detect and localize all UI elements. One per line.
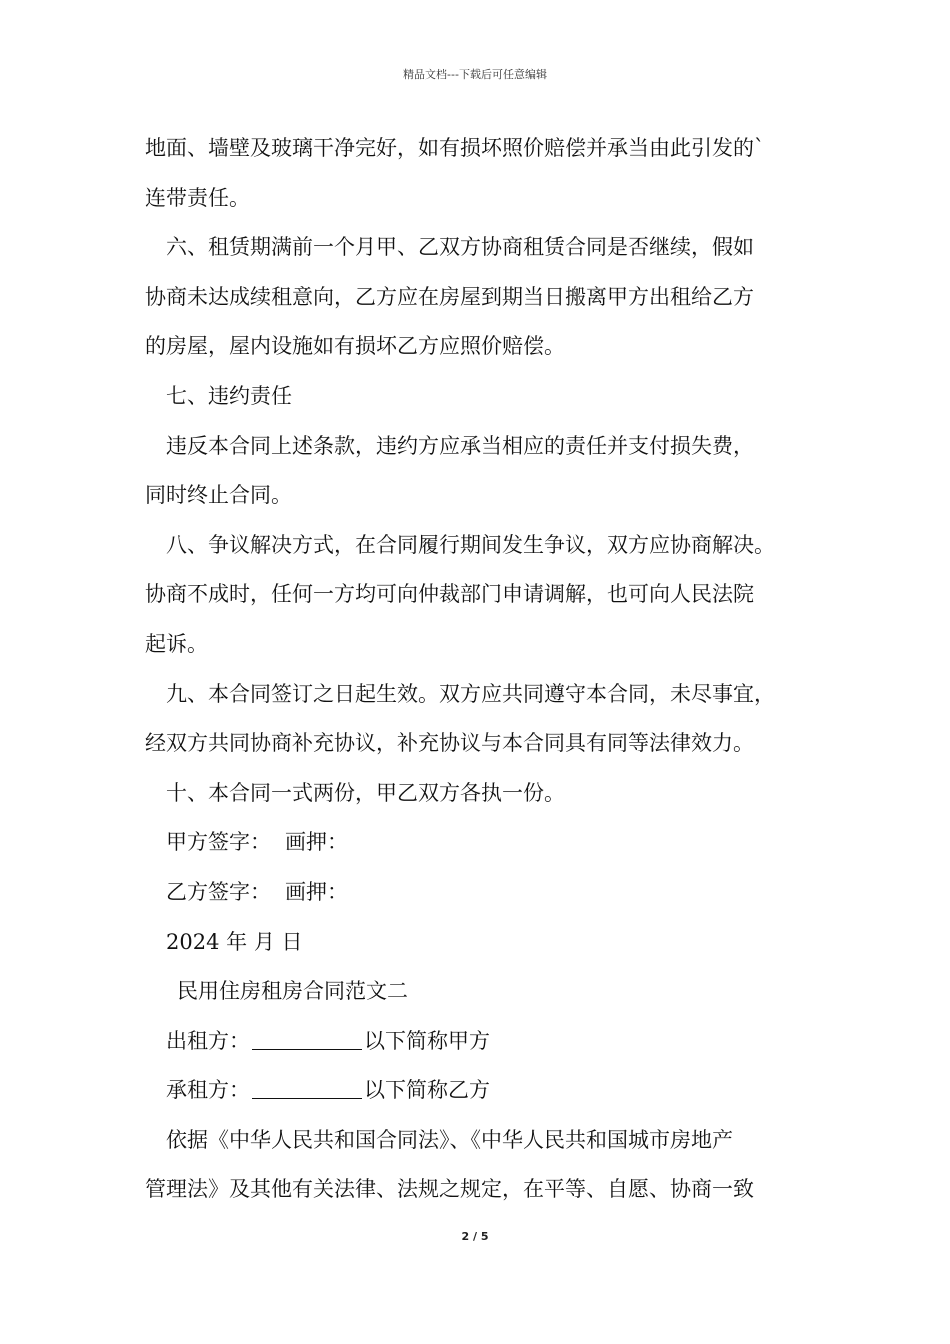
page-header: 精品文档---下载后可任意编辑: [403, 68, 547, 81]
paragraph-line: 连带责任。: [145, 185, 250, 210]
lessee-blank: [252, 1074, 362, 1099]
paragraph-line: 协商不成时，任何一方均可向仲裁部门申请调解，也可向人民法院: [145, 582, 754, 607]
paragraph-line: 起诉。: [145, 631, 208, 656]
date-line: [145, 922, 825, 972]
paragraph-line: 经双方共同协商补充协议，补充协议与本合同具有同等法律效力。: [145, 731, 754, 756]
lessor-label: 出租方：: [166, 1028, 250, 1053]
paragraph-line: 协商未达成续租意向，乙方应在房屋到期当日搬离甲方出租给乙方: [145, 284, 754, 309]
paragraph-line: 六、租赁期满前一个月甲、乙双方协商租赁合同是否继续，假如: [166, 235, 754, 260]
lessor-blank: [252, 1025, 362, 1050]
paragraph-line: 的房屋，屋内设施如有损坏乙方应照价赔偿。: [145, 334, 565, 359]
lessee-line: [145, 1070, 825, 1120]
page-number: 2 / 5: [461, 1230, 489, 1243]
lessor-suffix: 以下简称甲方: [364, 1028, 490, 1053]
date-year: 2024: [166, 929, 220, 954]
second-contract-title: 民用住房租房合同范文二: [177, 979, 408, 1004]
section-heading-breach: 七、违约责任: [166, 383, 292, 408]
paragraph-line: 违反本合同上述条款，违约方应承当相应的责任并支付损失费，: [166, 433, 754, 458]
party-b-sign-label: 乙方签字：: [166, 879, 271, 904]
date-day-label: 日: [281, 929, 303, 954]
paragraph-line: 九、本合同签订之日起生效。双方应共同遵守本合同，未尽事宜，: [166, 681, 775, 706]
date-month-label: 月: [253, 929, 275, 954]
paragraph-line: 地面、墙壁及玻璃干净完好，如有损坏照价赔偿并承当由此引发的`: [145, 136, 765, 160]
lessor-line: [145, 1021, 825, 1071]
lessee-suffix: 以下简称乙方: [364, 1078, 490, 1103]
paragraph-line: 同时终止合同。: [145, 483, 292, 508]
party-b-seal-label: 画押：: [285, 879, 348, 904]
party-a-sign-label: 甲方签字：: [166, 830, 271, 855]
lessee-label: 承租方：: [166, 1078, 250, 1103]
paragraph-line: 八、争议解决方式，在合同履行期间发生争议，双方应协商解决。: [166, 532, 775, 557]
paragraph-line: 管理法》及其他有关法律、法规之规定，在平等、自愿、协商一致: [145, 1177, 754, 1202]
date-year-label: 年: [226, 929, 248, 954]
paragraph-line: 十、本合同一式两份，甲乙双方各执一份。: [166, 780, 565, 805]
party-a-signature-line: [145, 822, 825, 872]
party-a-seal-label: 画押：: [285, 830, 348, 855]
paragraph-line: 依据《中华人民共和国合同法》、《中华人民共和国城市房地产: [166, 1127, 733, 1152]
party-b-signature-line: [145, 872, 825, 922]
document-body: [145, 128, 825, 1219]
